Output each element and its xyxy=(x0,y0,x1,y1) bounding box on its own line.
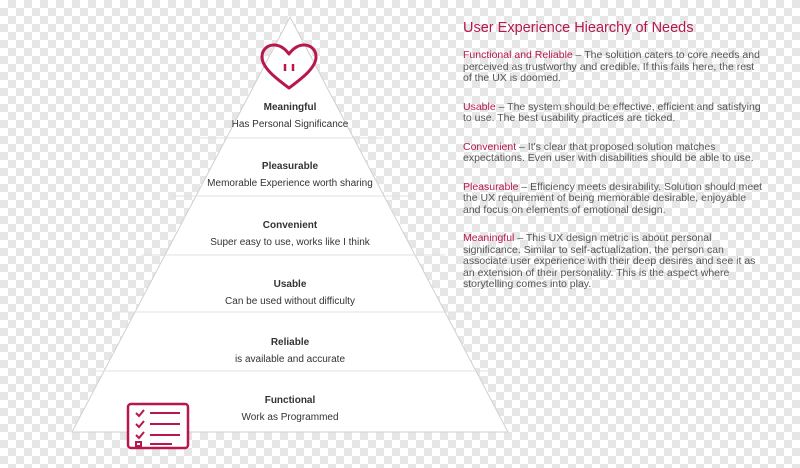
entry-functional-reliable xyxy=(463,50,763,85)
panel-title: User Experience Hiearchy of Needs xyxy=(463,20,694,36)
level-description: Has Personal Significance xyxy=(231,119,349,130)
entry-term: Usable xyxy=(463,100,496,113)
entry-usable xyxy=(463,102,763,125)
entry-term: Functional and Reliable xyxy=(463,49,573,61)
level-description: Can be used without difficulty xyxy=(225,296,355,307)
entry-convenient xyxy=(463,142,763,165)
entry-meaningful xyxy=(463,233,763,291)
level-functional xyxy=(140,395,440,423)
level-usable xyxy=(140,279,440,307)
level-pleasurable xyxy=(140,161,440,189)
level-name: Meaningful xyxy=(263,102,317,113)
entry-text: – The system should be effective, efficient and satisfying to use. The best usability practices are ticked. xyxy=(463,100,761,124)
level-name: Pleasurable xyxy=(261,161,319,172)
entry-text: – Efficiency meets desirability. Solution should meet the UX requirement of being memorable desirable, enjoyable and focus on elements of emotional design. xyxy=(463,180,763,216)
entry-term: Convenient xyxy=(463,140,517,153)
entry-pleasurable xyxy=(463,182,763,217)
entry-text: – The solution caters to core needs and perceived as trustworthy and credible. If this fails here, the rest of the UX is doomed. xyxy=(463,49,760,84)
level-description: Super easy to use, works like I think xyxy=(210,237,370,248)
entry-term: Meaningful xyxy=(463,232,515,244)
level-description: Memorable Experience worth sharing xyxy=(207,178,373,189)
level-description: is available and accurate xyxy=(234,354,346,365)
level-name: Reliable xyxy=(270,337,310,348)
level-description: Work as Programmed xyxy=(241,412,339,423)
entry-text: – This UX design metric is about personal significance. Similar to self-actualization, the person can associate user experience with their deep desires and see it as an extension of their personality. This is the aspect where storytelling comes into play. xyxy=(463,232,756,290)
level-reliable xyxy=(140,337,440,365)
entry-term: Pleasurable xyxy=(463,180,519,193)
entry-text: – It's clear that proposed solution matches expectations. Even user with disabilities should be able to use. xyxy=(463,140,754,164)
level-name: Convenient xyxy=(262,220,318,231)
description-panel xyxy=(463,20,763,308)
level-name: Functional xyxy=(264,395,316,406)
level-convenient xyxy=(140,220,440,248)
level-meaningful xyxy=(140,102,440,130)
level-name: Usable xyxy=(273,279,307,290)
